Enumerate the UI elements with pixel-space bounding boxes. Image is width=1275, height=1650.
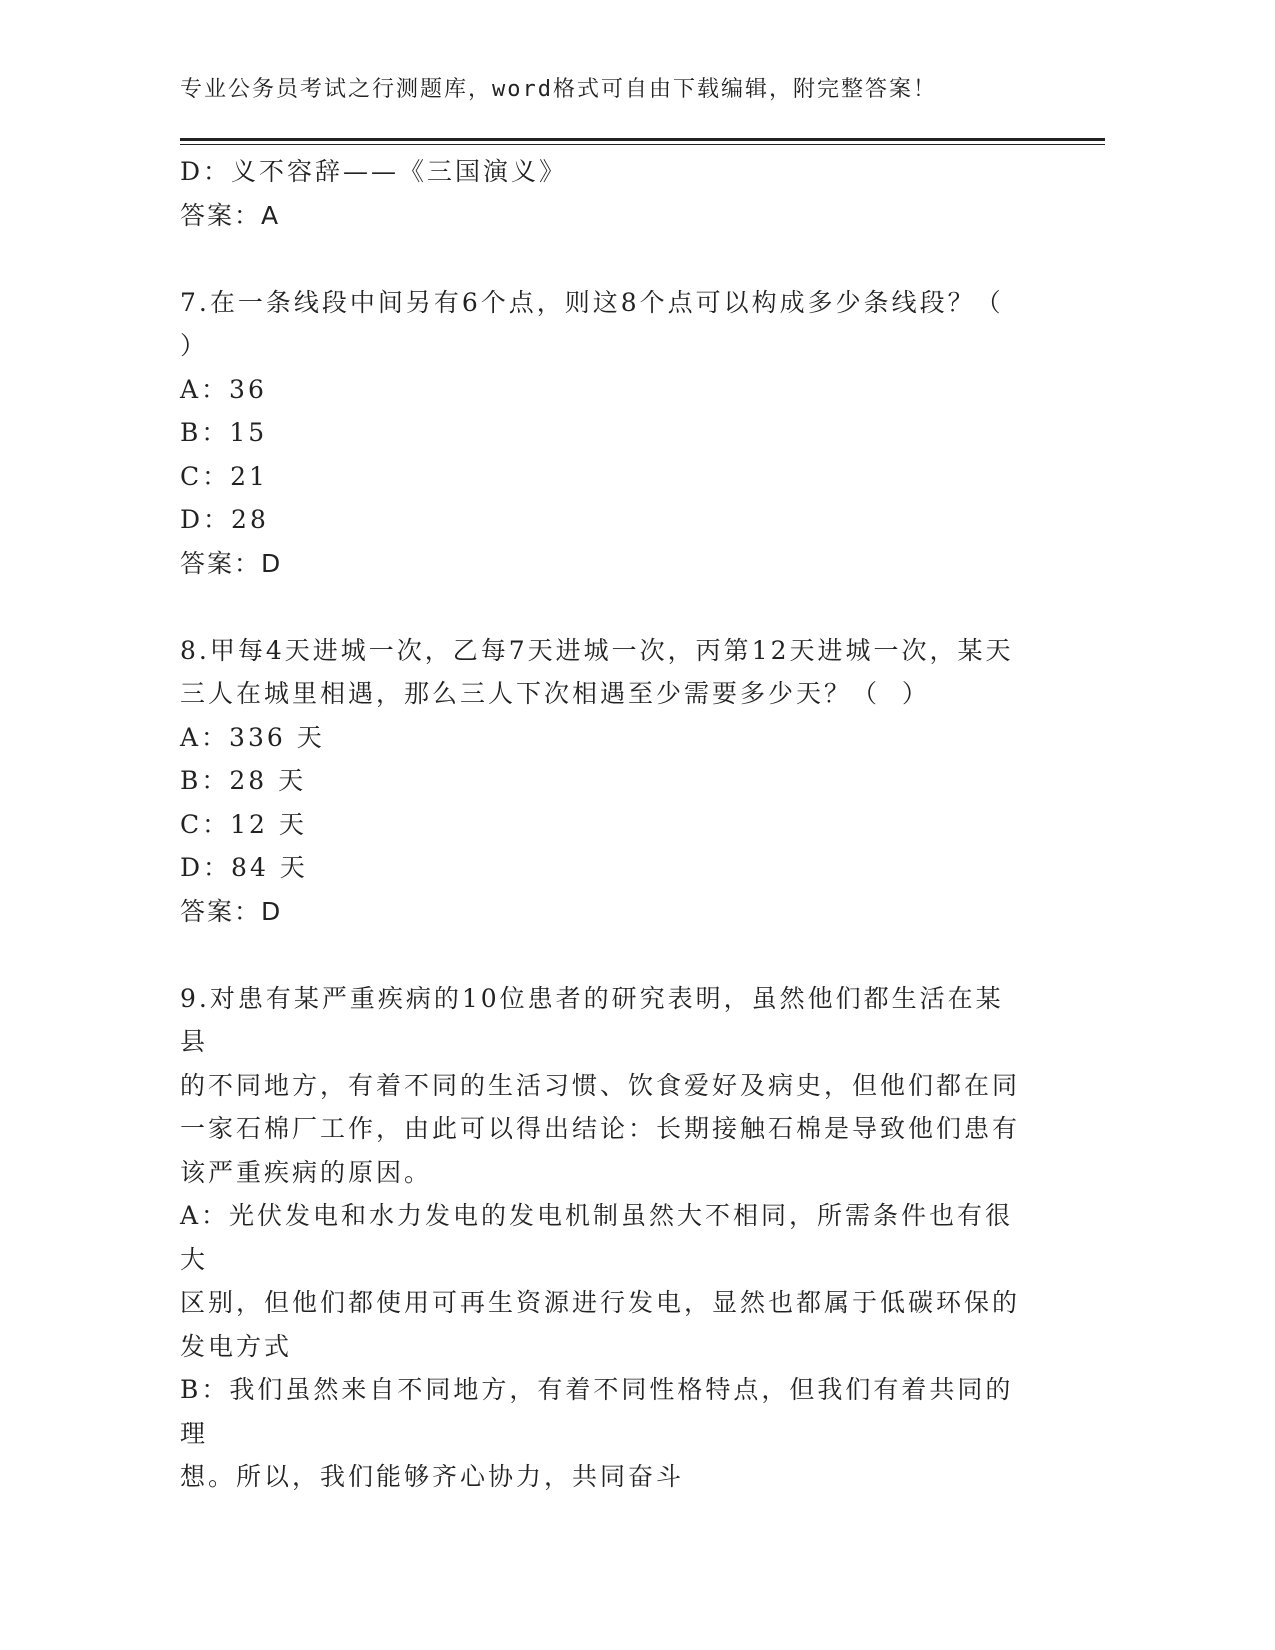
option-d: D：84 天 xyxy=(180,853,308,882)
option-b: 想。所以，我们能够齐心协力，共同奋斗 xyxy=(180,1462,685,1491)
option-d: D：28 xyxy=(180,505,269,534)
document-body xyxy=(180,150,1030,1499)
page-header: 专业公务员考试之行测题库，word格式可自由下载编辑，附完整答案！ xyxy=(180,77,937,102)
spacer xyxy=(180,237,1030,281)
question-stem: 三人在城里相遇，那么三人下次相遇至少需要多少天？（ ） xyxy=(180,679,930,708)
question-stem: 8.甲每4天进城一次，乙每7天进城一次，丙第12天进城一次，某天 xyxy=(180,635,1014,665)
question-stem: 9.对患有某严重疾病的10位患者的研究表明，虽然他们都生活在某县 xyxy=(180,983,1004,1056)
answer: 答案：A xyxy=(180,200,281,230)
option-b: B：15 xyxy=(180,418,268,447)
option-b: B：28 天 xyxy=(180,766,307,795)
answer: 答案：D xyxy=(180,548,283,578)
option-b: B：我们虽然来自不同地方，有着不同性格特点，但我们有着共同的理 xyxy=(180,1375,1014,1448)
question-stem: 的不同地方，有着不同的生活习惯、饮食爱好及病史，但他们都在同 xyxy=(180,1070,1021,1100)
question-9 xyxy=(180,977,1030,1499)
header-rule-thick xyxy=(180,138,1105,141)
option-d: D：义不容辞——《三国演义》 xyxy=(180,157,568,186)
option-a: A：光伏发电和水力发电的发电机制虽然大不相同，所需条件也有很大 xyxy=(180,1201,1014,1274)
question-stem: 7.在一条线段中间另有6个点，则这8个点可以构成多少条线段？（ xyxy=(180,287,1004,317)
option-a: 发电方式 xyxy=(180,1331,293,1361)
option-a: 区别，但他们都使用可再生资源进行发电，显然也都属于低碳环保的 xyxy=(180,1288,1021,1317)
header-rule-thin xyxy=(180,144,1105,145)
question-stem: 该严重疾病的原因。 xyxy=(180,1157,433,1187)
question-8 xyxy=(180,629,1030,934)
question-stem: ） xyxy=(180,331,209,360)
option-a: A：336 天 xyxy=(180,722,325,752)
option-c: C：21 xyxy=(180,461,268,491)
option-a: A：36 xyxy=(180,374,267,404)
spacer xyxy=(180,585,1030,629)
question-7 xyxy=(180,281,1030,586)
spacer xyxy=(180,933,1030,977)
option-c: C：12 天 xyxy=(180,809,307,839)
previous-question-tail xyxy=(180,150,1030,237)
question-stem: 一家石棉厂工作，由此可以得出结论：长期接触石棉是导致他们患有 xyxy=(180,1114,1021,1143)
answer: 答案：D xyxy=(180,896,283,926)
